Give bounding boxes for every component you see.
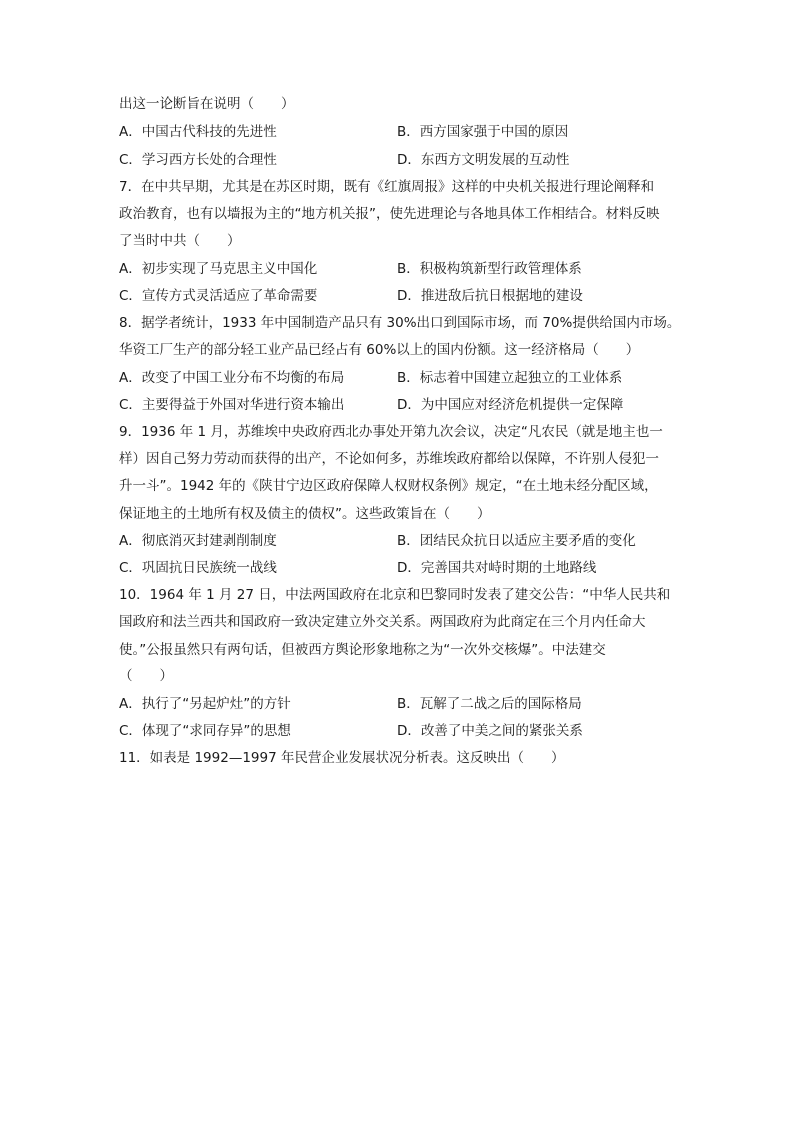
q9-option-c: C．巩固抗日民族统一战线 <box>119 560 277 576</box>
q9-stem-line-1: 9．1936 年 1 月，苏维埃中央政府西北办事处开第九次会议，决定“凡农民（就是地主也一 <box>119 424 663 440</box>
q10-option-b: B．瓦解了二战之后的国际格局 <box>397 696 582 712</box>
q10-stem-line-1: 10．1964 年 1 月 27 日，中法两国政府在北京和巴黎同时发表了建交公告：“中华人民共和 <box>119 587 671 603</box>
q7-option-c: C．宣传方式灵活适应了革命需要 <box>119 288 318 304</box>
q10-option-a: A．执行了“另起炉灶”的方针 <box>119 696 291 712</box>
q6-option-a: A．中国古代科技的先进性 <box>119 124 277 140</box>
q8-stem-line-2: 华资工厂生产的部分轻工业产品已经占有 60%以上的国内份额。这一经济格局（ ） <box>119 342 640 358</box>
q7-option-a: A．初步实现了马克思主义中国化 <box>119 261 318 277</box>
q9-stem-line-4: 保证地主的土地所有权及债主的债权”。这些政策旨在（ ） <box>119 506 491 522</box>
q8-option-d: D．为中国应对经济危机提供一定保障 <box>397 397 624 413</box>
q9-option-a: A．彻底消灭封建剥削制度 <box>119 533 277 549</box>
q8-stem-line-1: 8．据学者统计，1933 年中国制造产品只有 30%出口到国际市场，而 70%提供给国内市场。 <box>119 315 681 331</box>
q10-option-c: C．体现了“求同存异”的思想 <box>119 723 291 739</box>
q9-stem-line-2: 样）因自己努力劳动而获得的出产，不论如何多，苏维埃政府都给以保障，不许别人侵犯一 <box>119 451 659 467</box>
q7-stem-line-3: 了当时中共（ ） <box>119 233 241 249</box>
q10-stem-line-3: 使。”公报虽然只有两句话，但被西方舆论形象地称之为“一次外交核爆”。中法建交 <box>119 642 606 658</box>
q6-option-d: D．东西方文明发展的互动性 <box>397 152 570 168</box>
q9-option-d: D．完善国共对峙时期的土地路线 <box>397 560 597 576</box>
q6-option-b: B．西方国家强于中国的原因 <box>397 124 569 140</box>
q8-option-a: A．改变了中国工业分布不均衡的布局 <box>119 370 345 386</box>
q7-stem-line-1: 7．在中共早期，尤其是在苏区时期，既有《红旗周报》这样的中央机关报进行理论阐释和 <box>119 179 655 195</box>
q10-stem-line-2: 国政府和法兰西共和国政府一致决定建立外交关系。两国政府为此商定在三个月内任命大 <box>119 614 646 630</box>
q11-stem: 11．如表是 1992—1997 年民营企业发展状况分析表。这反映出（ ） <box>119 750 565 766</box>
q10-option-d: D．改善了中美之间的紧张关系 <box>397 723 583 739</box>
q10-stem-line-4: （ ） <box>119 668 173 684</box>
q7-stem-line-2: 政治教育，也有以墙报为主的“地方机关报”，使先进理论与各地具体工作相结合。材料反映 <box>119 206 660 222</box>
q6-option-c: C．学习西方长处的合理性 <box>119 152 277 168</box>
q7-option-b: B．积极构筑新型行政管理体系 <box>397 261 582 277</box>
q6-stem-tail: 出这一论断旨在说明（ ） <box>119 96 295 112</box>
q8-option-c: C．主要得益于外国对华进行资本输出 <box>119 397 345 413</box>
q9-option-b: B．团结民众抗日以适应主要矛盾的变化 <box>397 533 636 549</box>
q8-option-b: B．标志着中国建立起独立的工业体系 <box>397 370 623 386</box>
q7-option-d: D．推进敌后抗日根据地的建设 <box>397 288 583 304</box>
q9-stem-line-3: 升一斗”。1942 年的《陕甘宁边区政府保障人权财权条例》规定，“在土地未经分配区域， <box>119 478 658 494</box>
